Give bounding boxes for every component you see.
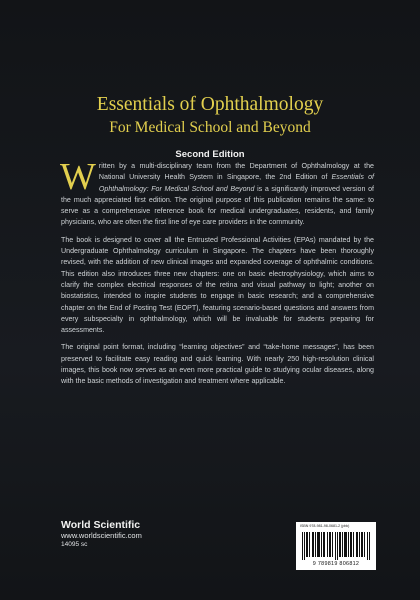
isbn-barcode — [296, 522, 376, 570]
product-code: 14095 sc — [61, 541, 88, 548]
paragraph-1-text-b: is a significantly improved version of the much appreciated first edition. The original purpose of this publication remains the same: to serve as a comprehensive reference book for medical undergraduates, residents, and family physicians, who are often the first line of eye care providers in the community. — [61, 184, 374, 227]
isbn-top-label: ISBN 978-981-98-0681-2 (pbk) — [300, 524, 350, 528]
blurb-paragraph-1 — [60, 156, 374, 229]
isbn-number: 9 789819 806812 — [312, 561, 360, 567]
blurb — [60, 156, 374, 394]
blurb-paragraph-3: The original point format, including “learning objectives” and “take-home messages”, has been preserved to facilitate easy reading and quick learning. With nearly 250 high-resolution clinical images, this book now serves as an even more practical guide to studying ocular diseases, along with the basic methods of investigation and treatment where applicable. — [61, 343, 374, 386]
book-subtitle: For Medical School and Beyond — [109, 119, 311, 136]
publisher-url[interactable]: www.worldscientific.com — [61, 531, 142, 540]
edition-label: Second Edition — [175, 149, 245, 160]
book-title: Essentials of Ophthalmology — [96, 94, 324, 115]
paragraph-1-text-a: ritten by a multi-disciplinary team from the Department of Ophthalmology at the National University Health System in Singapore, the 2nd Edition of — [98, 162, 374, 182]
barcode-icon — [301, 532, 371, 560]
book-title-italic: Essentials of Ophthalmology: For Medical School and Beyond — [98, 173, 374, 193]
blurb-paragraph-2: The book is designed to cover all the Entrusted Professional Activities (EPAs) mandated by the Undergraduate Ophthalmology curriculum in Singapore. The chapters have been thoroughly revised, with the addition of new clinical images and expanded coverage of ophthalmic conditions. This edition also introduces three new chapters: one on basic electrophysiology, which aims to clarify the complex electrical responses of the retina and visual pathway to light; another on biostatistics, intended to inspire students to engage in basic research; and a comprehensive chapter on the End of Posting Test (EOPT), featuring scenario-based questions and answers from every subspecialty in ophthalmology, which will be invaluable for students preparing for assessments. — [61, 235, 374, 335]
publisher-name: World Scientific — [61, 519, 141, 531]
drop-cap: W — [60, 156, 96, 198]
